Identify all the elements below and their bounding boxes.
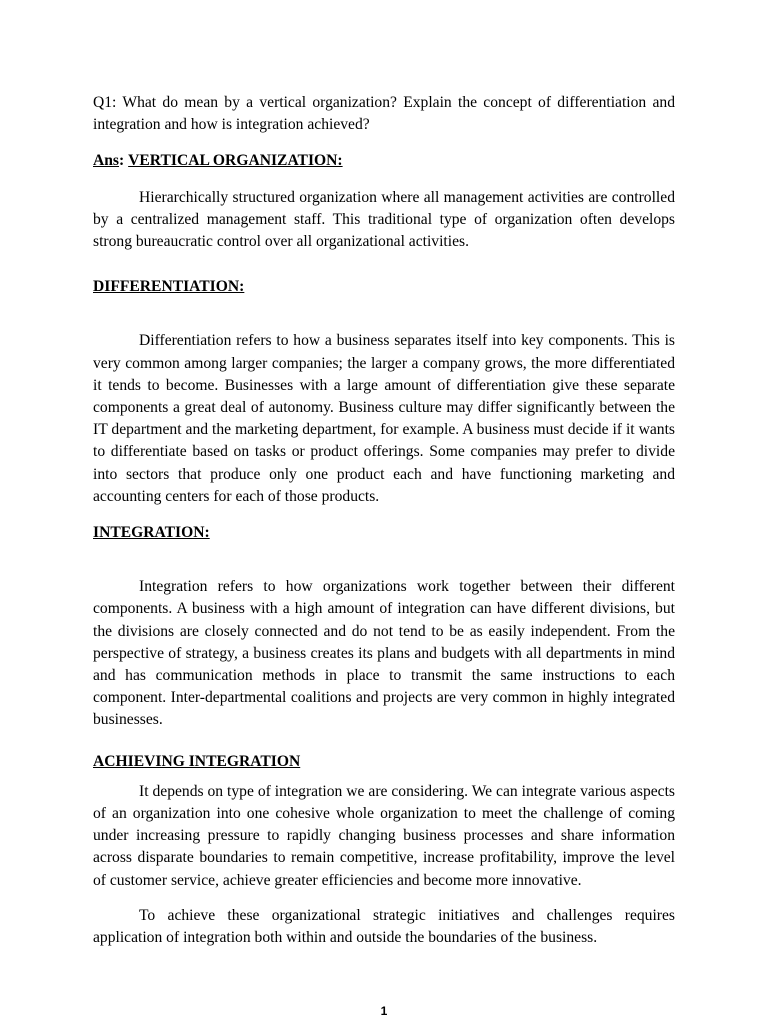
integration-heading: INTEGRATION: — [93, 524, 210, 542]
achieving-integration-heading: ACHIEVING INTEGRATION — [93, 752, 301, 770]
differentiation-heading: DIFFERENTIATION: — [93, 278, 245, 296]
page-number: 1 — [380, 1004, 388, 1018]
achieving-integration-paragraph-2: To achieve these organizational strategic initiatives and challenges requires application of integration both within and outside the boundaries of the business. — [93, 906, 675, 947]
question-text: Q1: What do mean by a vertical organization? Explain the concept of differentiation and integration and how is integration achieved? — [93, 94, 675, 134]
vertical-organization-heading: VERTICAL ORGANIZATION: — [128, 152, 343, 170]
integration-paragraph: Integration refers to how organizations work together between their different components. A business with a high amount of integration can have different divisions, but the divisions are closely connected and do not tend to be as easily independent. From the perspective of strategy, a business creates its plans and budgets with all departments in mind and has communication methods in place to transmit the same instructions to each component. Inter-departmental coalitions and projects are very common in highly integrated businesses. — [93, 578, 675, 729]
answer-colon: : — [119, 152, 125, 170]
vertical-organization-paragraph: Hierarchically structured organization where all management activities are controlled by a centralized management staff. This traditional type of organization often develops strong bureaucratic control over all organizational activities. — [93, 188, 675, 251]
answer-heading-line — [93, 150, 675, 172]
answer-label: Ans — [93, 152, 120, 170]
document-page — [93, 92, 675, 949]
achieving-integration-paragraph-1: It depends on type of integration we are considering. We can integrate various aspects of an organization into one cohesive whole organization to meet the challenge of coming under increasing pressure to rapidly changing business processes and share information across disparate boundaries to remain competitive, increase profitability, improve the level of customer service, achieve greater efficiencies and become more innovative. — [93, 782, 675, 889]
differentiation-paragraph: Differentiation refers to how a business separates itself into key components. This is very common among larger companies; the larger a company grows, the more differentiated it tends to become. Businesses with a large amount of differentiation give these separate components a great deal of autonomy. Business culture may differ significantly between the IT department and the marketing department, for example. A business must decide if it wants to differentiate based on tasks or product offerings. Some companies may prefer to divide into sectors that produce only one product each and have functioning marketing and accounting centers for each of those products. — [93, 332, 675, 505]
